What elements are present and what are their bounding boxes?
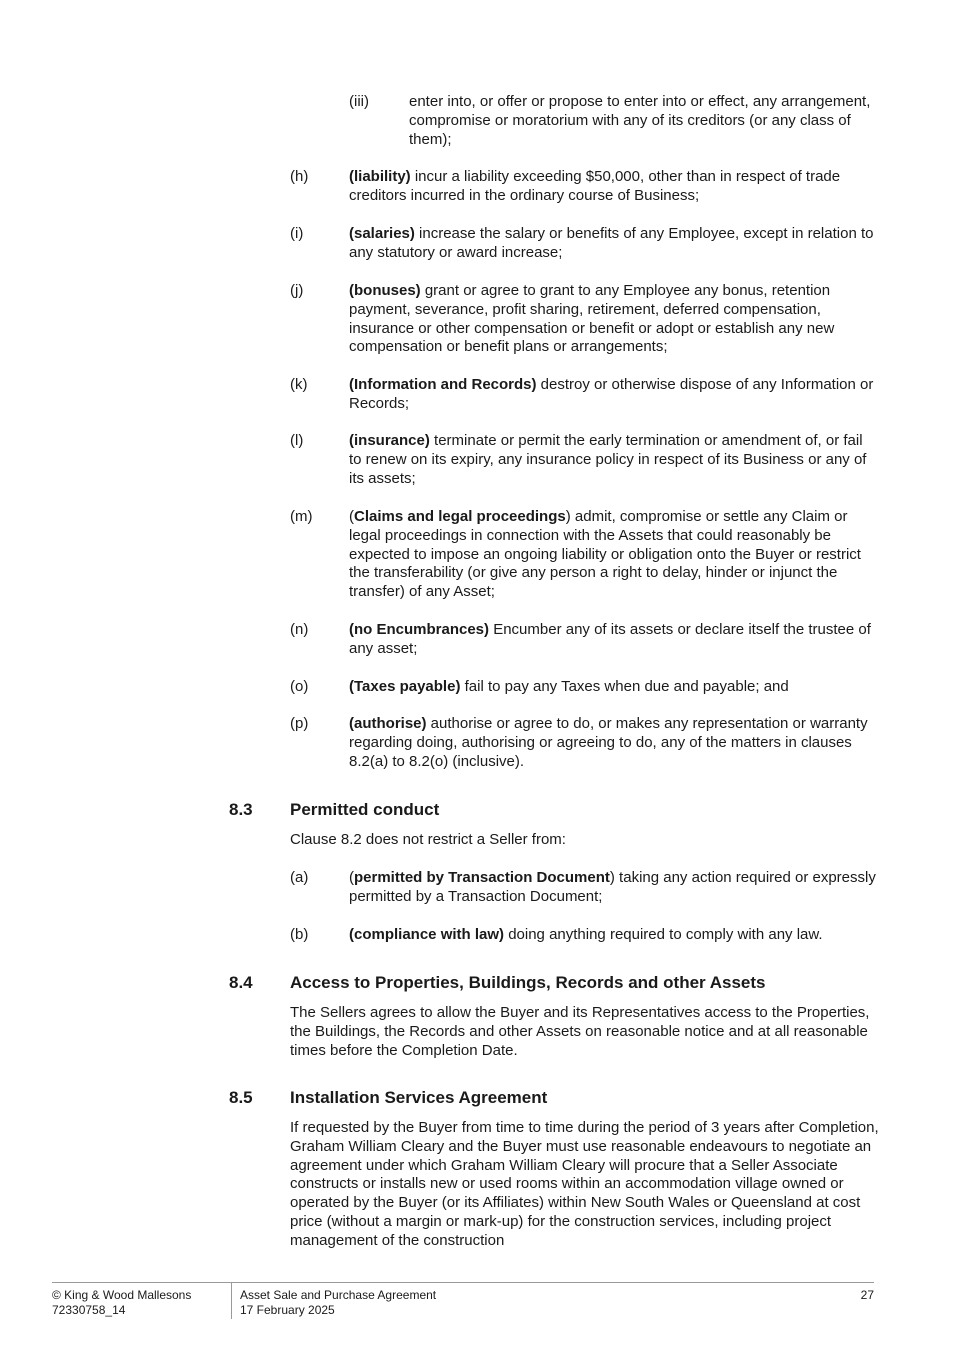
clause-body: destroy or otherwise dispose of any Information or Records; xyxy=(349,376,874,412)
clause-body: ) taking any action required or expressly permitted by a Transaction Document; xyxy=(349,869,876,905)
clause-text: enter into, or offer or propose to enter into or effect, any arrangement, compromise or moratorium with any of its creditors (or any class of them); xyxy=(409,93,871,148)
clause-body: doing anything required to comply with any law. xyxy=(504,926,823,943)
clause-body: fail to pay any Taxes when due and payable; and xyxy=(460,678,789,695)
footer-divider xyxy=(52,1282,874,1283)
clause-text xyxy=(349,282,879,357)
clause-heading: (authorise) xyxy=(349,715,427,732)
section-body: If requested by the Buyer from time to time during the period of 3 years after Completion, Graham William Cleary and the Buyer must use reasonable endeavours to negotiate an agreement under which Graham William Cleary will procure that a Seller Associate constructs or installs new or used rooms within an accommodation village owned or operated by the Buyer (or its Affiliates) within New South Wales or Queensland at cost price (without a margin or mark-up) for the construction services, including project management of the construction xyxy=(290,1119,879,1249)
clause-body: increase the salary or benefits of any Employee, except in relation to any statutory or award increase; xyxy=(349,225,874,261)
clause-heading: (insurance) xyxy=(349,432,430,449)
section-intro: Clause 8.2 does not restrict a Seller from: xyxy=(290,831,566,848)
clause-number: (iii) xyxy=(349,93,369,110)
clause-number: (h) xyxy=(290,168,309,185)
clause-heading: (salaries) xyxy=(349,225,415,242)
clause-number: (a) xyxy=(290,869,309,886)
footer-doc-id: 72330758_14 xyxy=(52,1303,126,1317)
clause-heading: (liability) xyxy=(349,168,411,185)
clause-heading: (bonuses) xyxy=(349,282,421,299)
clause-text xyxy=(349,508,879,602)
clause-number: (n) xyxy=(290,621,309,638)
clause-body: ) admit, compromise or settle any Claim or legal proceedings in connection with the Assets that could reasonably be expected to impose an ongoing liability or obligation onto the Buyer or restrict the transferability (or give any person a right to delay, hinder or injunct the transfer) of any Asset; xyxy=(349,508,861,601)
clause-heading: permitted by Transaction Document xyxy=(354,869,610,886)
clause-text xyxy=(349,926,879,945)
clause-body: incur a liability exceeding $50,000, other than in respect of trade creditors incurred in the ordinary course of Business; xyxy=(349,168,841,204)
section-number: 8.5 xyxy=(229,1088,253,1107)
clause-paren: ( xyxy=(349,508,354,525)
clause-text xyxy=(349,715,879,771)
clause-text xyxy=(349,376,879,414)
section-body: The Sellers agrees to allow the Buyer and its Representatives access to the Properties, the Buildings, the Records and other Assets on reasonable notice and at all reasonable times before the Completion Date. xyxy=(290,1004,870,1059)
clause-body: grant or agree to grant to any Employee any bonus, retention payment, severance, profit sharing, retirement, deferred compensation, insurance or other compensation or benefit or adopt or establish any new compensation or benefit plans or arrangements; xyxy=(349,282,835,356)
clause-text xyxy=(349,432,879,488)
clause-text xyxy=(349,621,879,659)
clause-body: Encumber any of its assets or declare itself the trustee of any asset; xyxy=(349,621,871,657)
section-number: 8.3 xyxy=(229,800,253,819)
clause-heading: (no Encumbrances) xyxy=(349,621,490,638)
page-number: 27 xyxy=(860,1288,874,1302)
clause-body: terminate or permit the early termination or amendment of, or fail to renew on its expiry, any insurance policy in respect of its Business or any of its assets; xyxy=(349,432,867,487)
section-title: Access to Properties, Buildings, Records and other Assets xyxy=(290,973,766,992)
clause-text xyxy=(349,678,879,697)
clause-heading: (Information and Records) xyxy=(349,376,537,393)
clause-number: (i) xyxy=(290,225,304,242)
footer-doc-title: Asset Sale and Purchase Agreement xyxy=(240,1288,437,1302)
footer-column-divider xyxy=(231,1283,232,1319)
section-number: 8.4 xyxy=(229,973,253,992)
clause-number: (o) xyxy=(290,678,309,695)
clause-number: (m) xyxy=(290,508,313,525)
clause-number: (l) xyxy=(290,432,304,449)
footer-firm: © King & Wood Mallesons xyxy=(52,1288,192,1302)
clause-text xyxy=(349,168,879,206)
footer-doc-date: 17 February 2025 xyxy=(240,1303,335,1317)
clause-heading: (compliance with law) xyxy=(349,926,505,943)
clause-paren: ( xyxy=(349,869,354,886)
clause-heading: (Taxes payable) xyxy=(349,678,461,695)
clause-heading: Claims and legal proceedings xyxy=(354,508,566,525)
clause-number: (k) xyxy=(290,376,308,393)
section-title: Installation Services Agreement xyxy=(290,1088,548,1107)
clause-text xyxy=(349,869,879,907)
clause-text xyxy=(349,225,879,263)
clause-number: (p) xyxy=(290,715,309,732)
section-title: Permitted conduct xyxy=(290,800,440,819)
clause-body: authorise or agree to do, or makes any representation or warranty regarding doing, authorising or agreeing to do, any of the matters in clauses 8.2(a) to 8.2(o) (inclusive). xyxy=(349,715,868,770)
clause-number: (j) xyxy=(290,282,304,299)
clause-number: (b) xyxy=(290,926,309,943)
